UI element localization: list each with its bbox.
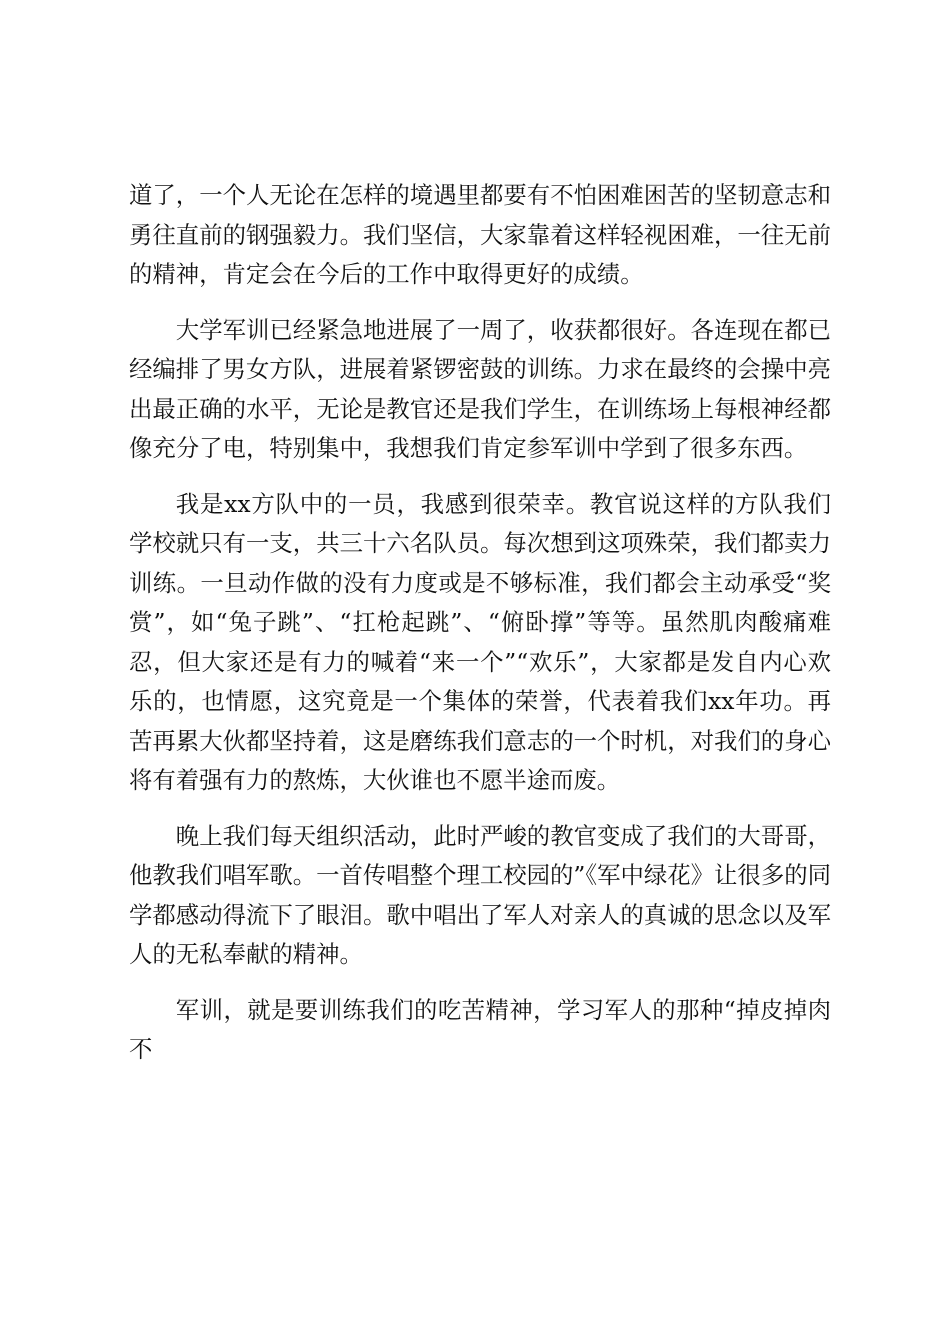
paragraph-3: 我是xx方队中的一员，我感到很荣幸。教官说这样的方队我们学校就只有一支，共三十六名队员。每次想到这项殊荣，我们都卖力训练。一旦动作做的没有力度或是不够标准，我们都会主动承受“奖赏”，如“兔子跳”、“扛枪起跳”、“俯卧撑”等等。虽然肌肉酸痛难忍，但大家还是有力的喊着“来一个”“欢乐”，大家都是发自内心欢乐的，也情愿，这究竟是一个集体的荣誉，代表着我们xx年功。再苦再累大伙都坚持着，这是磨练我们意志的一个时机，对我们的身心将有着强有力的熬炼，大伙谁也不愿半途而废。: [129, 489, 831, 794]
paragraph-2: 大学军训已经紧急地进展了一周了，收获都很好。各连现在都已经编排了男女方队，进展着紧锣密鼓的训练。力求在最终的会操中亮出最正确的水平，无论是教官还是我们学生，在训练场上每根神经都像充分了电，特别集中，我想我们肯定参军训中学到了很多东西。: [129, 315, 831, 462]
document-page: [129, 176, 831, 1086]
paragraph-4: 晚上我们每天组织活动，此时严峻的教官变成了我们的大哥哥，他教我们唱军歌。一首传唱整个理工校园的”《军中绿花》让很多的同学都感动得流下了眼泪。歌中唱出了军人对亲人的真诚的思念以及军人的无私奉献的精神。: [129, 821, 831, 968]
paragraph-1: 道了，一个人无论在怎样的境遇里都要有不怕困难困苦的坚韧意志和勇往直前的钢强毅力。我们坚信，大家靠着这样轻视困难，一往无前的精神，肯定会在今后的工作中取得更好的成绩。: [129, 181, 831, 288]
paragraph-5: 军训，就是要训练我们的吃苦精神，学习军人的那种“掉皮掉肉不: [129, 995, 831, 1063]
